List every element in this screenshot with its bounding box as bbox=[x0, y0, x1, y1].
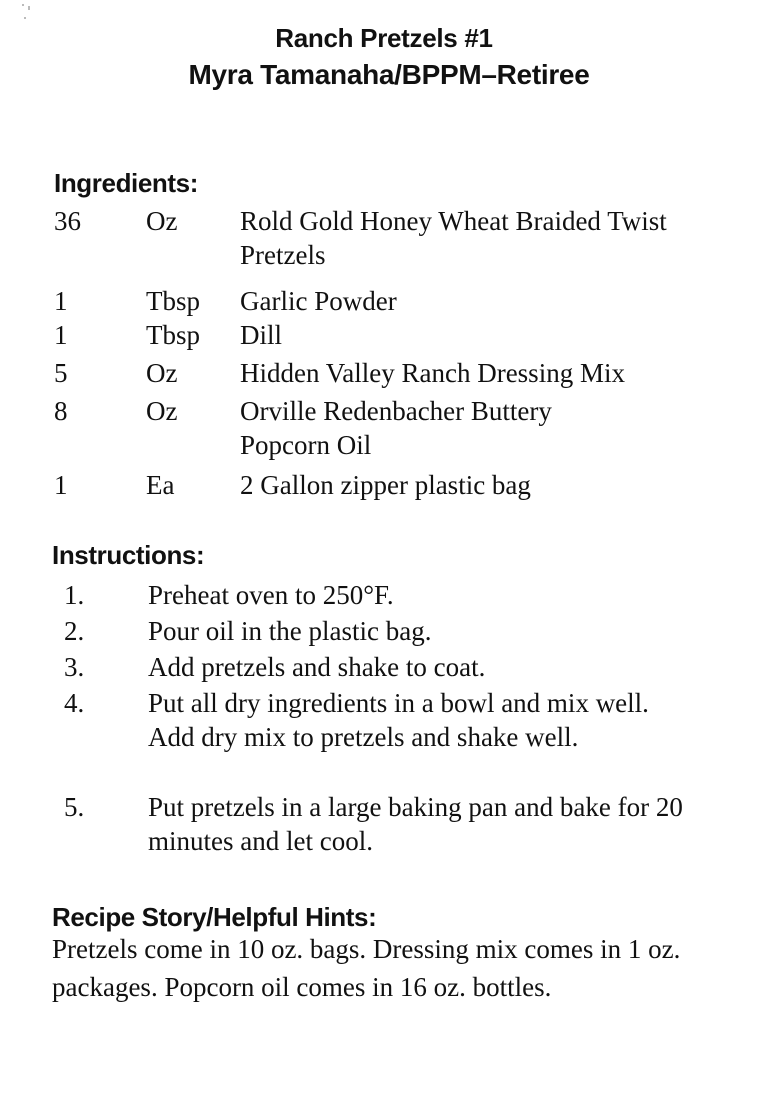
ingredient-qty: 8 bbox=[54, 396, 68, 426]
ingredient-unit: Oz bbox=[146, 396, 178, 426]
step-number: 5. bbox=[64, 792, 85, 822]
ingredient-description: Hidden Valley Ranch Dressing Mix bbox=[240, 358, 625, 388]
step-text: Put all dry ingredients in a bowl and mix well. Add dry mix to pretzels and shake well. bbox=[148, 688, 649, 752]
instructions-heading: Instructions: bbox=[52, 540, 205, 570]
ingredient-description: Rold Gold Honey Wheat Braided Twist Pretzels bbox=[240, 206, 667, 270]
step-text: Pour oil in the plastic bag. bbox=[148, 616, 432, 646]
step-text: Preheat oven to 250°F. bbox=[148, 580, 394, 610]
ingredient-qty: 1 bbox=[54, 320, 68, 350]
ingredient-qty: 5 bbox=[54, 358, 68, 388]
ingredient-unit: Oz bbox=[146, 206, 178, 236]
step-number: 1. bbox=[64, 580, 85, 610]
title-block bbox=[0, 20, 768, 94]
ingredient-unit: Ea bbox=[146, 470, 175, 500]
recipe-title: Ranch Pretzels #1 bbox=[275, 23, 493, 53]
hints-heading: Recipe Story/Helpful Hints: bbox=[52, 902, 377, 932]
scan-speck bbox=[24, 17, 26, 19]
ingredient-description: Dill bbox=[240, 320, 283, 350]
ingredient-qty: 1 bbox=[54, 470, 68, 500]
step-number: 4. bbox=[64, 688, 85, 718]
step-number: 2. bbox=[64, 616, 85, 646]
scan-speck bbox=[22, 4, 24, 6]
recipe-author: Myra Tamanaha/BPPM–Retiree bbox=[188, 59, 590, 90]
scan-speck bbox=[28, 6, 30, 10]
ingredient-description: 2 Gallon zipper plastic bag bbox=[240, 470, 531, 500]
step-text: Put pretzels in a large baking pan and bake for 20 minutes and let cool. bbox=[148, 792, 683, 856]
ingredient-qty: 1 bbox=[54, 286, 68, 316]
ingredient-unit: Tbsp bbox=[146, 320, 200, 350]
step-text: Add pretzels and shake to coat. bbox=[148, 652, 486, 682]
ingredient-qty: 36 bbox=[54, 206, 81, 236]
ingredient-description: Orville Redenbacher Buttery Popcorn Oil bbox=[240, 396, 552, 460]
step-number: 3. bbox=[64, 652, 85, 682]
hints-text: Pretzels come in 10 oz. bags. Dressing mix comes in 1 oz. packages. Popcorn oil comes in 16 oz. bottles. bbox=[52, 934, 681, 1002]
ingredient-unit: Oz bbox=[146, 358, 178, 388]
ingredients-heading: Ingredients: bbox=[54, 168, 198, 198]
ingredient-unit: Tbsp bbox=[146, 286, 200, 316]
ingredient-description: Garlic Powder bbox=[240, 286, 397, 316]
